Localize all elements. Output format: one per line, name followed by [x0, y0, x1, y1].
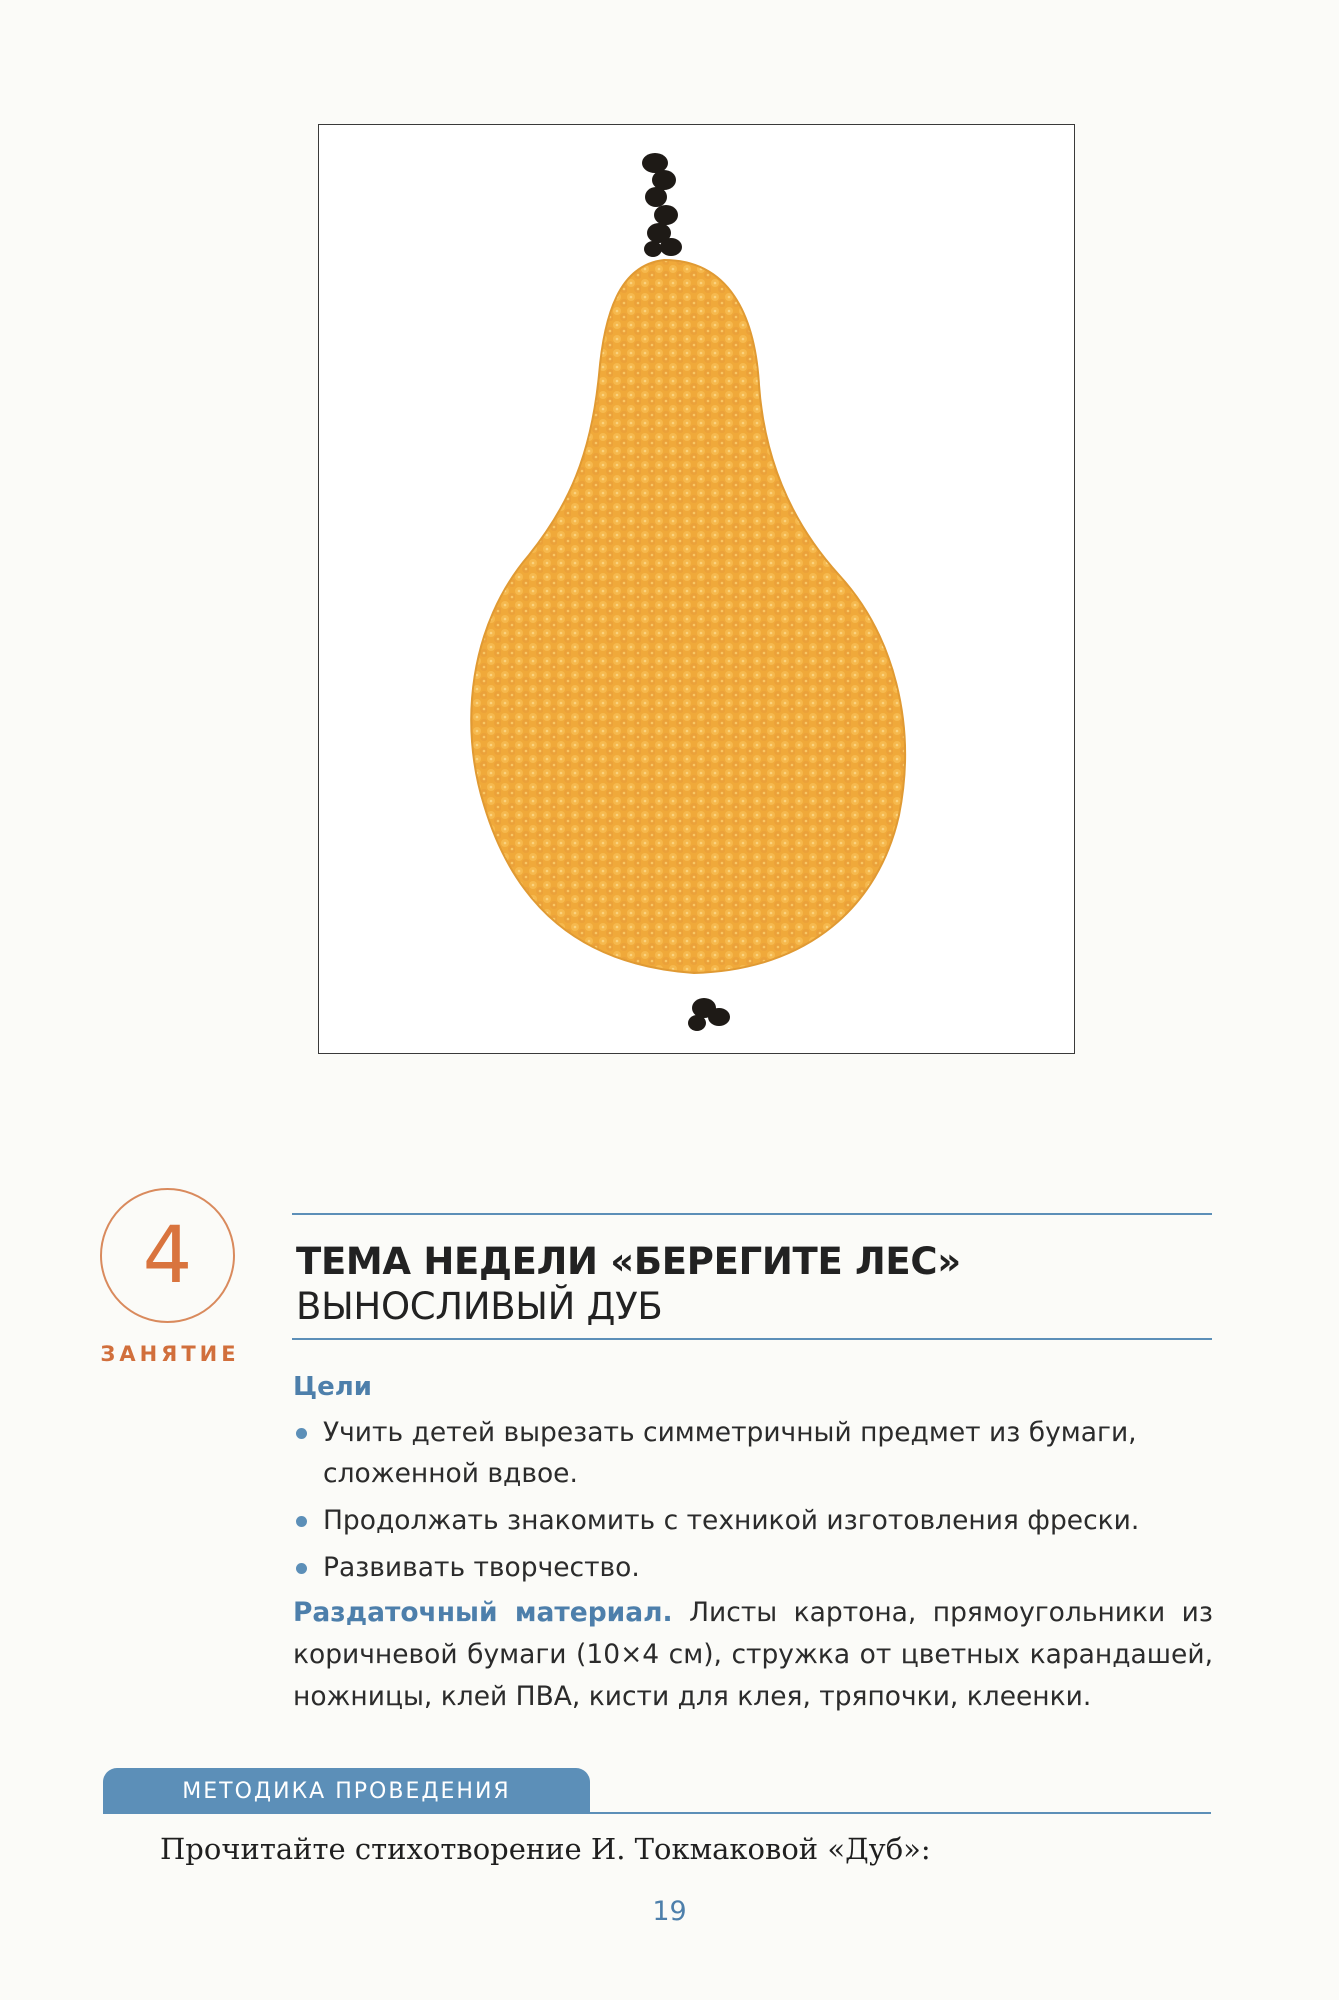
- week-title: ТЕМА НЕДЕЛИ «БЕРЕГИТЕ ЛЕС»: [296, 1240, 961, 1283]
- goals-heading: Цели: [293, 1372, 373, 1402]
- lesson-title: ВЫНОСЛИВЫЙ ДУБ: [296, 1285, 663, 1328]
- method-rule: [103, 1812, 1211, 1814]
- pear-stem: [642, 153, 682, 257]
- lesson-number: 4: [142, 1210, 193, 1301]
- goal-item: Учить детей вырезать симметричный предмет из бумаги, сложенной вдвое.: [293, 1412, 1213, 1494]
- method-text: Прочитайте стихотворение И. Токмаковой «Дуб»:: [160, 1832, 931, 1866]
- pear-base-seeds: [688, 998, 730, 1031]
- pear-body: [471, 260, 905, 973]
- method-tab: [103, 1768, 590, 1814]
- materials-paragraph: [293, 1592, 1213, 1718]
- lesson-number-badge: [100, 1188, 235, 1323]
- goals-list: [293, 1412, 1213, 1594]
- materials-label: Раздаточный материал.: [293, 1597, 673, 1628]
- method-tab-label: МЕТОДИКА ПРОВЕДЕНИЯ: [182, 1778, 511, 1804]
- bullet-icon: [296, 1428, 307, 1439]
- page-number: 19: [652, 1896, 687, 1927]
- bullet-icon: [296, 1516, 307, 1527]
- pear-icon: [319, 125, 1076, 1055]
- goal-item: Развивать творчество.: [293, 1547, 1213, 1588]
- title-rule-bottom: [292, 1338, 1212, 1340]
- bullet-icon: [296, 1563, 307, 1574]
- pear-illustration: [318, 124, 1075, 1054]
- materials-text: Листы картона, прямоугольники из коричневой бумаги (10×4 см), стружка от цветных карандашей, ножницы, клей ПВА, кисти для клея, тряпочки, клеенки.: [293, 1597, 1213, 1712]
- lesson-label: ЗАНЯТИЕ: [100, 1342, 240, 1366]
- title-rule-top: [292, 1213, 1212, 1215]
- goal-item: Продолжать знакомить с техникой изготовления фрески.: [293, 1500, 1213, 1541]
